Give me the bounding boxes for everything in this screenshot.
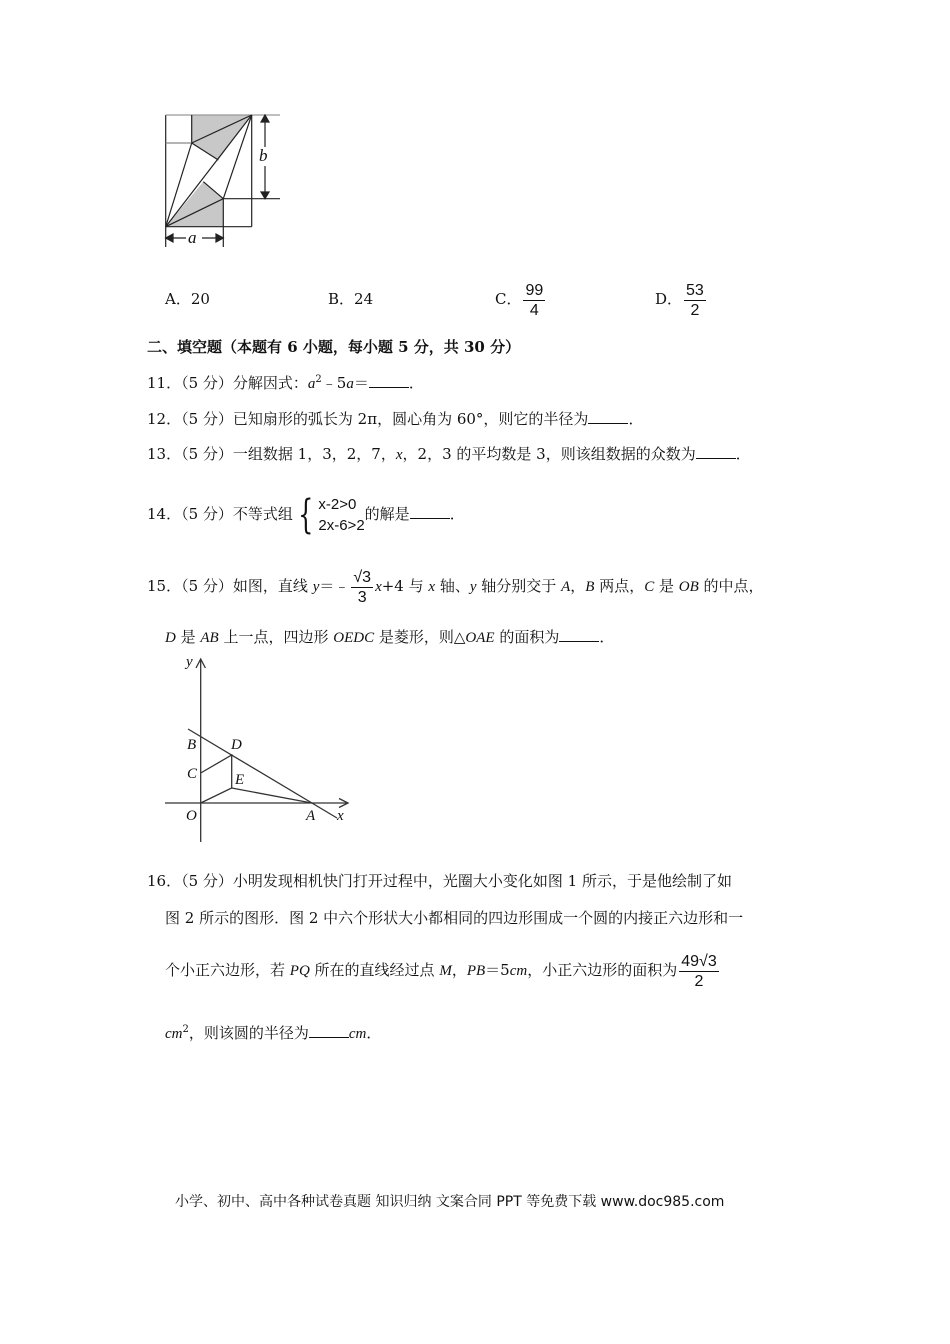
var: x bbox=[428, 579, 436, 595]
option-letter: A． bbox=[165, 290, 191, 308]
q-text: ， bbox=[451, 961, 467, 979]
var: PQ bbox=[289, 963, 310, 979]
exponent: 2 bbox=[182, 1024, 189, 1035]
question-number: 15． bbox=[147, 577, 182, 595]
q-text: 不等式组 bbox=[232, 505, 293, 523]
score: （5 分） bbox=[181, 872, 233, 890]
question-16 bbox=[147, 871, 732, 891]
q-text: 是菱形，则△ bbox=[374, 628, 466, 646]
q-text: 一组数据 1，3，2，7， bbox=[232, 445, 396, 463]
unit: cm bbox=[165, 1026, 183, 1042]
q-text: ＝﹣ bbox=[319, 577, 350, 595]
var: a bbox=[346, 376, 354, 392]
q-text: ， bbox=[570, 577, 586, 595]
var: x bbox=[375, 579, 382, 595]
var: A bbox=[561, 579, 571, 595]
var: y bbox=[469, 579, 477, 595]
question-16-line3 bbox=[165, 948, 721, 993]
label-A: A bbox=[306, 808, 316, 824]
q-text: 已知扇形的弧长为 2π，圆心角为 60°，则它的半径为 bbox=[232, 410, 589, 428]
q-text: ，2，3 的平均数是 3，则该组数据的众数为 bbox=[402, 445, 696, 463]
question-number: 13． bbox=[147, 445, 182, 463]
option-letter: C． bbox=[495, 290, 522, 308]
q-text: ＝5 bbox=[485, 961, 510, 979]
var: PB bbox=[466, 963, 486, 979]
label-D: D bbox=[231, 737, 242, 753]
numerator: 49√3 bbox=[681, 952, 717, 970]
inequality: x-2>0 bbox=[318, 496, 357, 513]
q-text: ﹣5 bbox=[321, 374, 347, 392]
question-number: 11． bbox=[147, 374, 182, 392]
var: D bbox=[165, 630, 176, 646]
q-text: 的面积为 bbox=[494, 628, 560, 646]
q-text: 轴分别交于 bbox=[476, 577, 562, 595]
var: x bbox=[395, 447, 403, 463]
q-text: ． bbox=[735, 445, 751, 463]
var: OB bbox=[678, 579, 699, 595]
line-ab bbox=[188, 729, 337, 818]
q-text: 的解是 bbox=[364, 505, 410, 523]
label-b: b bbox=[259, 146, 268, 165]
denominator: 2 bbox=[690, 301, 700, 319]
var: M bbox=[439, 963, 452, 979]
q-text: ． bbox=[449, 505, 465, 523]
label-a: a bbox=[188, 228, 197, 247]
label-O: O bbox=[186, 808, 197, 824]
q-text: 所在的直线经过点 bbox=[309, 961, 440, 979]
label-x: x bbox=[337, 808, 344, 824]
q-text: 个小正六边形，若 bbox=[165, 961, 290, 979]
score: （5 分） bbox=[181, 374, 233, 392]
fraction bbox=[679, 952, 718, 991]
score: （5 分） bbox=[181, 577, 233, 595]
label-C: C bbox=[187, 766, 198, 782]
q-text: ． bbox=[599, 628, 615, 646]
label-E: E bbox=[235, 772, 245, 788]
q-text: 上一点，四边形 bbox=[218, 628, 334, 646]
answer-blank[interactable] bbox=[309, 1023, 349, 1038]
exponent: 2 bbox=[315, 374, 322, 385]
footer-text[interactable]: 小学、初中、高中各种试卷真题 知识归纳 文案合同 PPT 等免费下载 www.doc985.com bbox=[175, 1194, 725, 1210]
q-text: +4 与 bbox=[381, 577, 429, 595]
var: a bbox=[307, 376, 316, 392]
var: y bbox=[312, 579, 320, 595]
q-text: 小明发现相机快门打开过程中，光圈大小变化如图 1 所示，于是他绘制了如 bbox=[232, 872, 732, 890]
q-text: ． bbox=[408, 374, 424, 392]
q-text: 是 bbox=[654, 577, 679, 595]
denominator: 2 bbox=[694, 972, 704, 990]
section-heading: 二、填空题（本题有 6 小题，每小题 5 分，共 30 分） bbox=[147, 338, 521, 356]
option-letter: B． bbox=[328, 290, 355, 308]
numerator: 53 bbox=[686, 281, 704, 299]
q-text: ． bbox=[366, 1024, 382, 1042]
inequality: 2x-6>2 bbox=[318, 517, 365, 534]
var: AB bbox=[200, 630, 219, 646]
option-value: 20 bbox=[190, 290, 210, 308]
question-number: 14． bbox=[147, 505, 182, 523]
score: （5 分） bbox=[181, 410, 233, 428]
q-text: ＝ bbox=[353, 374, 369, 392]
denominator: 4 bbox=[529, 301, 539, 319]
unit: cm bbox=[509, 963, 528, 979]
label-B: B bbox=[187, 737, 197, 753]
brace-symbol: { bbox=[298, 492, 314, 538]
q-text: ，则该圆的半径为 bbox=[188, 1024, 309, 1042]
question-number: 12． bbox=[147, 410, 182, 428]
question-number: 16． bbox=[147, 872, 182, 890]
numerator: √3 bbox=[353, 568, 372, 586]
unit: cm bbox=[348, 1026, 367, 1042]
rhombus-oedc bbox=[201, 755, 232, 803]
question-16-line2: 图 2 所示的图形．图 2 中六个形状大小都相同的四边形围成一个圆的内接正六边形和一 bbox=[165, 909, 744, 927]
score: （5 分） bbox=[181, 445, 233, 463]
var: B bbox=[585, 579, 595, 595]
q-text: 轴、 bbox=[435, 577, 470, 595]
q-text: ． bbox=[628, 410, 644, 428]
var: OEDC bbox=[333, 630, 375, 646]
question-16-line4 bbox=[165, 1020, 381, 1044]
var: C bbox=[644, 579, 655, 595]
q-text: 是 bbox=[175, 628, 201, 646]
q-text: 两点， bbox=[594, 577, 645, 595]
numerator: 99 bbox=[525, 281, 544, 299]
q-text: 分解因式： bbox=[232, 374, 308, 392]
option-letter: D． bbox=[655, 290, 683, 308]
label-y: y bbox=[186, 654, 193, 670]
q-text: 如图，直线 bbox=[232, 577, 313, 595]
q-text: ，小正六边形的面积为 bbox=[527, 961, 678, 979]
option-value: 24 bbox=[354, 290, 374, 308]
var: OAE bbox=[465, 630, 495, 646]
denominator: 3 bbox=[357, 588, 367, 606]
q-text: 的中点， bbox=[698, 577, 764, 595]
score: （5 分） bbox=[181, 505, 233, 523]
